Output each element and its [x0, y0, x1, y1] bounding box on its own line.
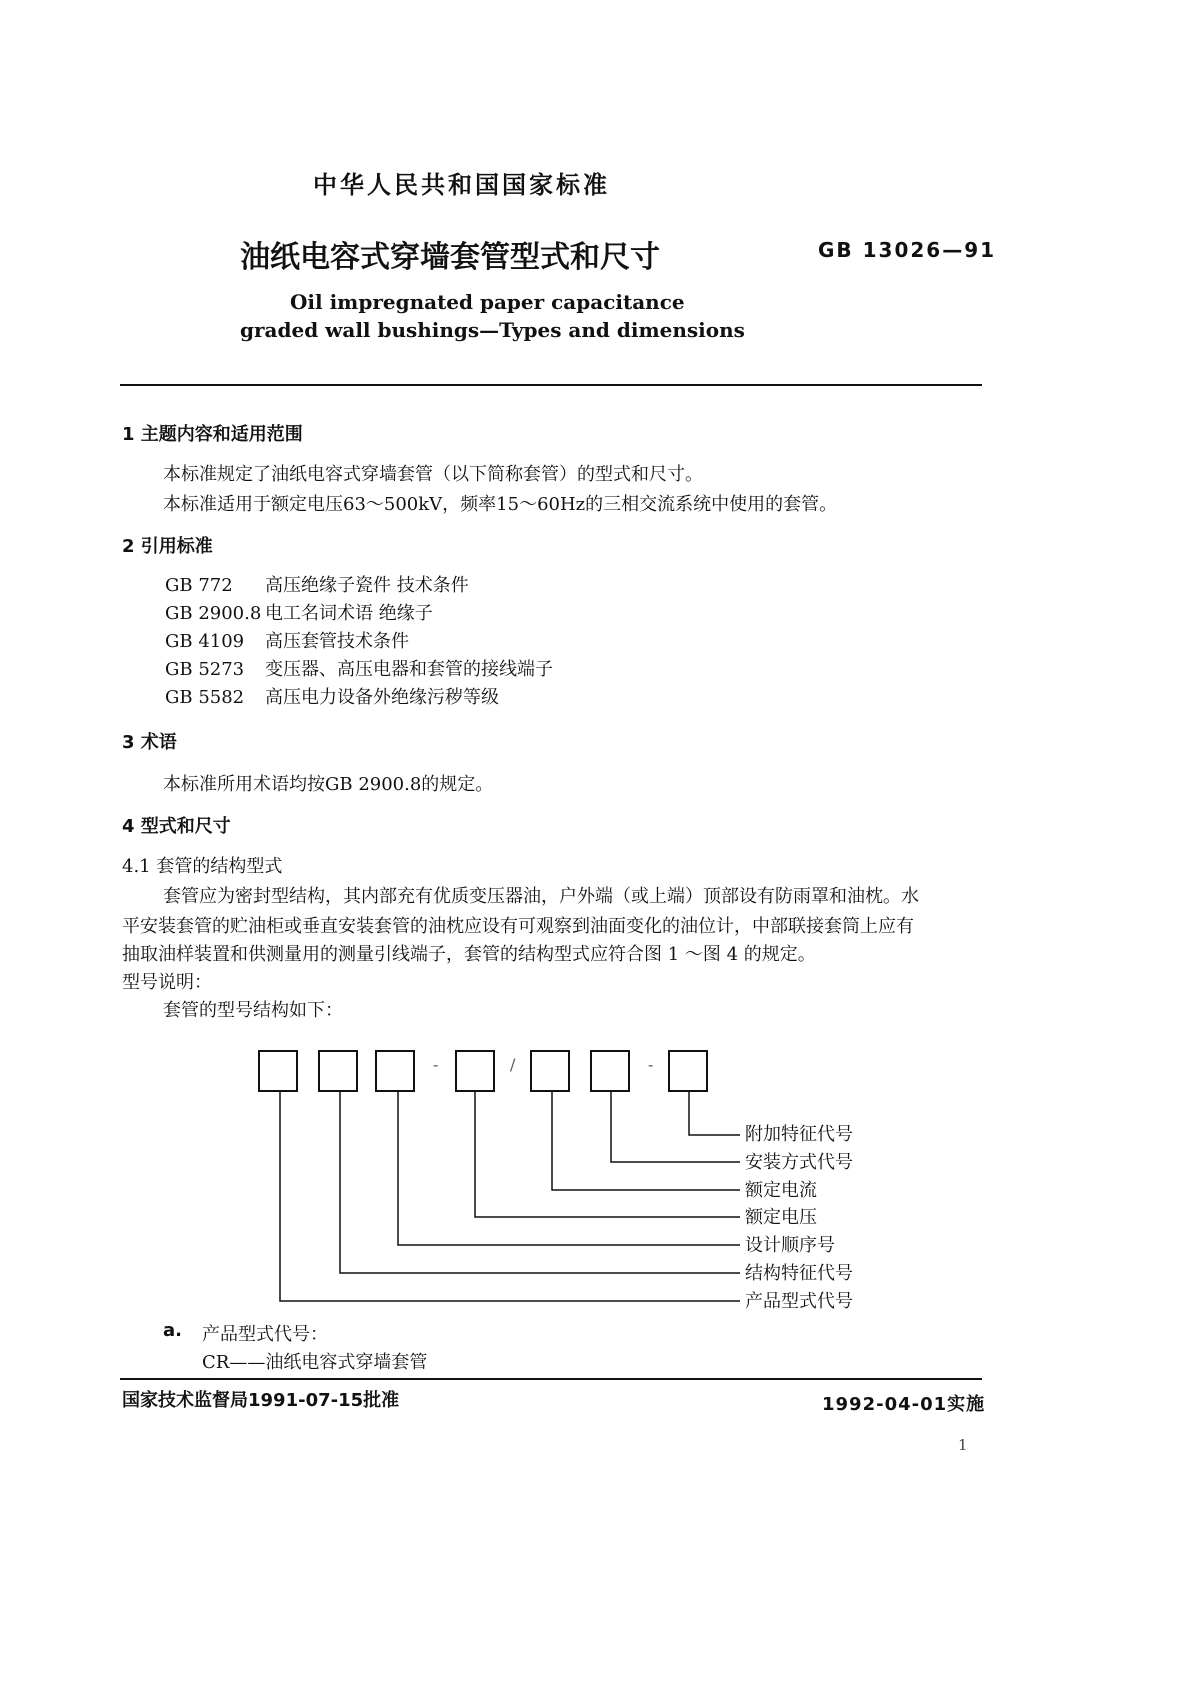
- approval-date: 国家技术监督局1991-07-15批准: [122, 1390, 400, 1411]
- section-4-p2: 平安装套管的贮油柜或垂直安装套管的油枕应设有可观察到油面变化的油位计，中部联接套筒上应有: [122, 916, 914, 937]
- page-number: 1: [958, 1436, 968, 1454]
- section-3-heading: 3 术语: [122, 732, 177, 753]
- reference-item: GB 4109 高压套管技术条件: [165, 631, 409, 652]
- reference-item: GB 772 高压绝缘子瓷件 技术条件: [165, 575, 469, 596]
- item-a-label: 产品型式代号：: [202, 1324, 328, 1345]
- section-4-p5: 套管的型号结构如下：: [163, 1000, 343, 1021]
- diagram-label: 产品型式代号: [745, 1291, 853, 1312]
- diagram-label: 额定电流: [745, 1180, 817, 1201]
- document-title-en-2: graded wall bushings—Types and dimensions: [240, 318, 745, 342]
- document-title-cn: 油纸电容式穿墙套管型式和尺寸: [240, 240, 660, 275]
- item-a-marker: a.: [163, 1320, 182, 1341]
- section-1-p1: 本标准规定了油纸电容式穿墙套管（以下简称套管）的型式和尺寸。: [163, 464, 703, 485]
- section-4-heading: 4 型式和尺寸: [122, 816, 231, 837]
- section-2-heading: 2 引用标准: [122, 536, 213, 557]
- diagram-label: 安装方式代号: [745, 1152, 853, 1173]
- section-1-heading: 1 主题内容和适用范围: [122, 424, 303, 445]
- diagram-label: 结构特征代号: [745, 1263, 853, 1284]
- document-title-en-1: Oil impregnated paper capacitance: [290, 290, 685, 314]
- section-1-p2: 本标准适用于额定电压63～500kV，频率15～60Hz的三相交流系统中使用的套管。: [163, 494, 838, 515]
- reference-item: GB 5582 高压电力设备外绝缘污秽等级: [165, 687, 499, 708]
- item-a-value: CR——油纸电容式穿墙套管: [202, 1352, 428, 1373]
- diagram-label: 附加特征代号: [745, 1124, 853, 1145]
- reference-item: GB 5273 变压器、高压电器和套管的接线端子: [165, 659, 553, 680]
- diagram-label: 额定电压: [745, 1207, 817, 1228]
- section-4-1-heading: 4.1 套管的结构型式: [122, 856, 283, 877]
- section-4-p4: 型号说明：: [122, 972, 212, 993]
- reference-item: GB 2900.8 电工名词术语 绝缘子: [165, 603, 433, 624]
- national-standard-label: 中华人民共和国国家标准: [313, 171, 610, 199]
- model-separator: -: [433, 1055, 439, 1074]
- diagram-label: 设计顺序号: [745, 1235, 835, 1256]
- section-3-p1: 本标准所用术语均按GB 2900.8的规定。: [163, 774, 494, 795]
- section-4-p1: 套管应为密封型结构，其内部充有优质变压器油，户外端（或上端）顶部设有防雨罩和油枕。水: [163, 886, 919, 907]
- effective-date: 1992-04-01实施: [822, 1394, 986, 1415]
- model-separator: -: [648, 1055, 654, 1074]
- model-separator: /: [510, 1055, 516, 1074]
- footer-rule: [120, 1378, 982, 1380]
- section-4-p3: 抽取油样装置和供测量用的测量引线端子，套管的结构型式应符合图 1 ～图 4 的规定。: [122, 944, 816, 965]
- standard-code: GB 13026—91: [818, 238, 997, 262]
